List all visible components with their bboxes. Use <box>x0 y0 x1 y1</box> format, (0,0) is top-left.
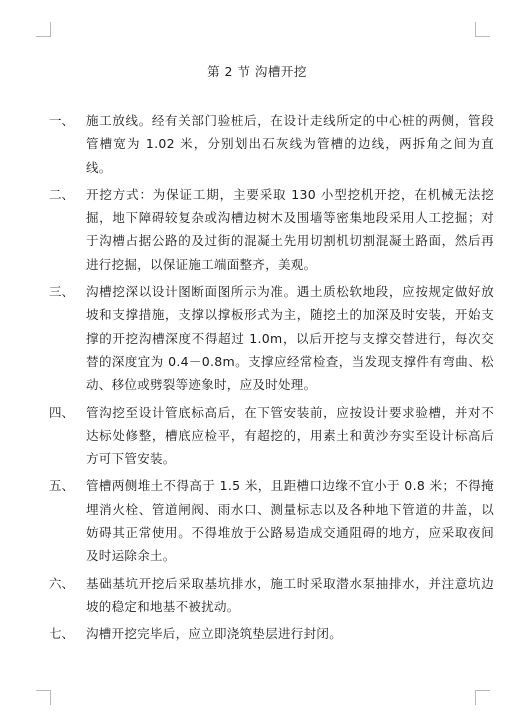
list-item <box>49 474 494 567</box>
item-number: 四、 <box>49 404 75 420</box>
section-title: 第 2 节 沟槽开挖 <box>207 64 307 79</box>
item-text: 沟槽挖深以设计图断面图所示为准。遇土质松软地段，应按规定做好放坡和支撑措施，支撑以撑板形式为主，随挖土的加深及时安装，开始支撑的开挖沟槽深度不得超过 1.0m，以后开挖与支撑交替进行，每次交替的深度宜为 0.4－0.8m。支撑应经常检查，当发现支撑件有弯曲、松动、移位或劈裂等迹象时，应及时处理。 <box>86 284 494 393</box>
list-item <box>49 183 494 276</box>
item-text: 沟槽开挖完毕后，应立即浇筑垫层进行封闭。 <box>86 626 343 642</box>
item-text: 基础基坑开挖后采取基坑排水，施工时采取潜水泵抽排水，并注意坑边坡的稳定和地基不被扰动。 <box>86 575 494 614</box>
item-number: 五、 <box>49 478 75 494</box>
list-item <box>49 622 494 645</box>
item-text: 施工放线。经有关部门验桩后，在设计走线所定的中心桩的两侧，管段管槽宽为 1.02 米，分别划出石灰线为管槽的边线，两拆角之间为直线。 <box>86 113 494 175</box>
crop-mark-bottom-right <box>475 690 490 705</box>
crop-mark-top-right <box>475 22 490 37</box>
list-item <box>49 401 494 471</box>
item-text: 管沟挖至设计管底标高后，在下管安装前，应按设计要求验槽，并对不达标处修整，槽底应检平，有超挖的，用素土和黄沙夯实至设计标高后方可下管安装。 <box>86 404 494 467</box>
item-number: 七、 <box>49 626 75 642</box>
item-number: 二、 <box>49 186 75 202</box>
item-text: 管槽两侧堆土不得高于 1.5 米，且距槽口边缘不宜小于 0.8 米；不得掩埋消火栓、管道闸阀、雨水口、测量标志以及各种地下管道的井盖，以妨碍其正常使用。不得堆放于公路易造成交通阻碍的地方，应采取夜间及时运除余土。 <box>86 478 494 564</box>
item-list <box>49 109 494 650</box>
list-item <box>49 109 494 179</box>
item-number: 一、 <box>49 113 75 128</box>
list-item <box>49 280 494 396</box>
item-text: 开挖方式：为保证工期，主要采取 130 小型挖机开挖，在机械无法挖掘，地下障碍较复杂或沟槽边树木及围墙等密集地段采用人工挖掘；对于沟槽占据公路的及过街的混凝土先用切割机切割混凝土路面，然后再进行挖掘，以保证施工端面整齐，美观。 <box>86 186 494 272</box>
item-number: 六、 <box>49 575 75 591</box>
list-item <box>49 572 494 619</box>
crop-mark-top-left <box>36 22 51 37</box>
item-number: 三、 <box>49 284 75 300</box>
crop-mark-bottom-left <box>36 690 51 705</box>
